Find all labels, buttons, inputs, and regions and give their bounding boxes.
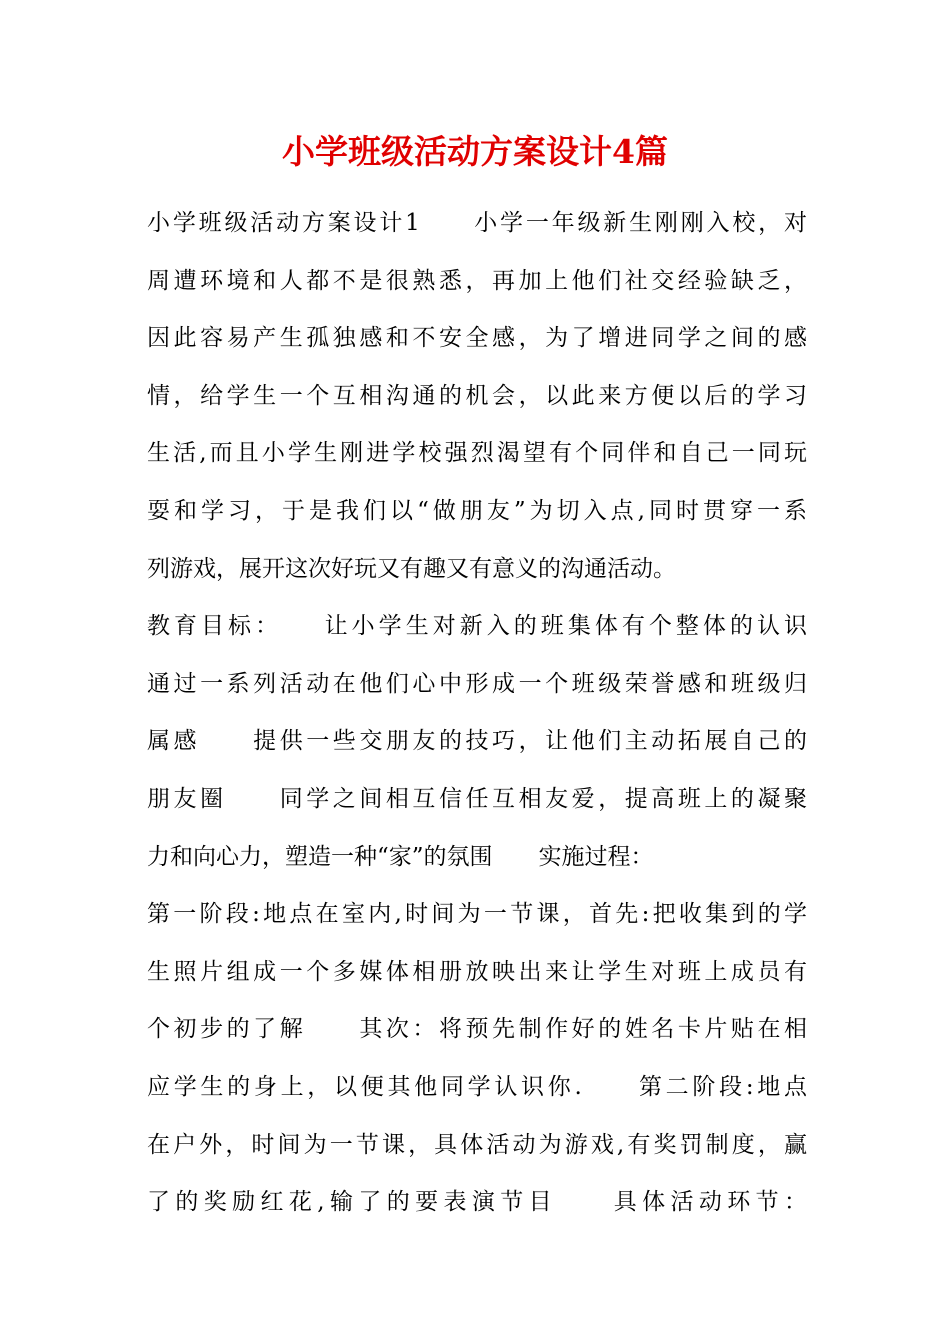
text-line: 个初步的了解 其次：将预先制作好的姓名卡片贴在相: [147, 1016, 807, 1043]
text-line: 属感 提供一些交朋友的技巧，让他们主动拓展自己的: [147, 728, 807, 755]
text-line: 应学生的身上，以便其他同学认识你. 第二阶段:地点: [147, 1073, 807, 1100]
text-line: 朋友圈 同学之间相互信任互相友爱，提高班上的凝聚: [147, 785, 807, 812]
page-title: 小学班级活动方案设计4篇: [282, 132, 668, 171]
text-line: 情，给学生一个互相沟通的机会，以此来方便以后的学习: [147, 382, 807, 409]
text-line: 第一阶段:地点在室内,时间为一节课，首先:把收集到的学: [147, 901, 807, 928]
text-line: 列游戏，展开这次好玩又有趣又有意义的沟通活动。: [147, 555, 676, 582]
text-line: 在户外，时间为一节课，具体活动为游戏,有奖罚制度，赢: [147, 1131, 807, 1158]
text-line: 周遭环境和人都不是很熟悉，再加上他们社交经验缺乏，: [147, 267, 807, 294]
text-line: 耍和学习，于是我们以“做朋友”为切入点,同时贯穿一系: [147, 497, 807, 524]
text-line: 力和向心力，塑造一种“家”的氛围 实施过程：: [147, 843, 654, 870]
text-line: 生照片组成一个多媒体相册放映出来让学生对班上成员有: [147, 958, 807, 985]
text-line: 生活,而且小学生刚进学校强烈渴望有个同伴和自己一同玩: [147, 440, 807, 467]
text-line: 教育目标： 让小学生对新入的班集体有个整体的认识: [147, 613, 807, 640]
text-line: 小学班级活动方案设计1 小学一年级新生刚刚入校，对: [147, 210, 807, 236]
body-text: [147, 205, 807, 1242]
text-line: 通过一系列活动在他们心中形成一个班级荣誉感和班级归: [147, 670, 807, 697]
text-line: 因此容易产生孤独感和不安全感，为了增进同学之间的感: [147, 325, 807, 352]
text-line: 了的奖励红花,输了的要表演节目 具体活动环节：: [147, 1189, 807, 1216]
